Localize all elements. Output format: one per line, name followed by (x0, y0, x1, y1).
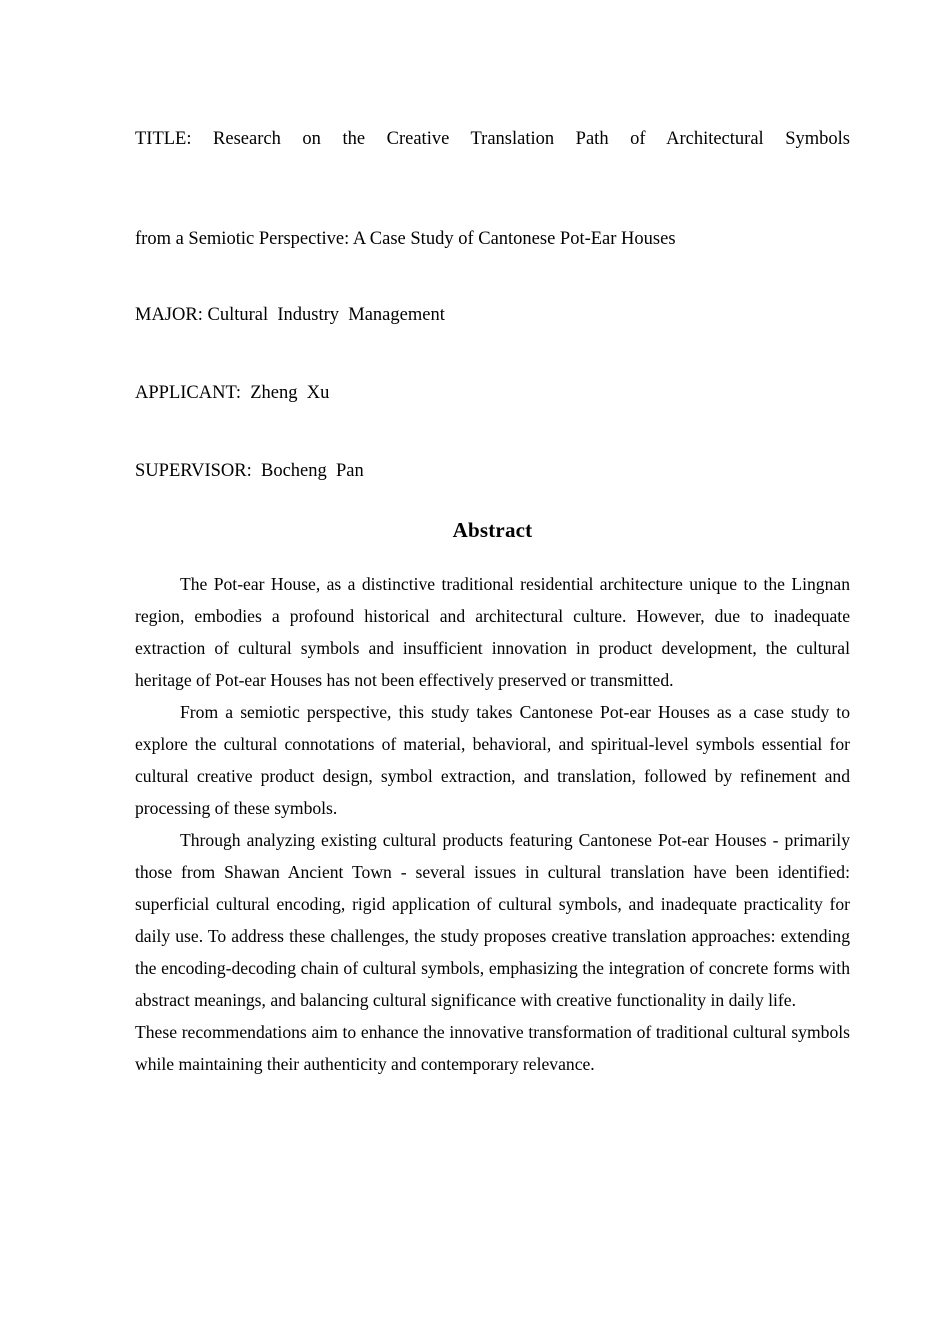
metadata-major: MAJOR: Cultural Industry Management (135, 305, 445, 325)
thesis-title-line-2: from a Semiotic Perspective: A Case Study of Cantonese Pot-Ear Houses (135, 229, 676, 249)
abstract-heading: Abstract (452, 518, 533, 542)
page-content (135, 0, 850, 1080)
abstract-body (135, 543, 850, 1080)
thesis-title-block (135, 0, 850, 251)
metadata-applicant: APPLICANT: Zheng Xu (135, 383, 330, 403)
abstract-paragraph-2: From a semiotic perspective, this study takes Cantonese Pot-ear Houses as a case study to explore the cultural connotations of material, behavioral, and spiritual-level symbols essential for cultural creative product design, symbol extraction, and translation, followed by refinement and processing of these symbols. (135, 702, 850, 818)
abstract-paragraph-4: These recommendations aim to enhance the innovative transformation of traditional cultural symbols while maintaining their authenticity and contemporary relevance. (135, 1022, 850, 1074)
thesis-title-line-1: TITLE: Research on the Creative Translation Path of Architectural Symbols (135, 129, 850, 149)
thesis-metadata-list (135, 251, 850, 483)
abstract-paragraph-1: The Pot-ear House, as a distinctive traditional residential architecture unique to the Lingnan region, embodies a profound historical and architectural culture. However, due to inadequate extraction of cultural symbols and insufficient innovation in product development, the cultural heritage of Pot-ear Houses has not been effectively preserved or transmitted. (135, 574, 850, 690)
abstract-paragraph-3: Through analyzing existing cultural products featuring Cantonese Pot-ear Houses - primarily those from Shawan Ancient Town - several issues in cultural translation have been identified: superficial cultural encoding, rigid application of cultural symbols, and inadequate practicality for daily use. To address these challenges, the study proposes creative translation approaches: extending the encoding-decoding chain of cultural symbols, emphasizing the integration of concrete forms with abstract meanings, and balancing cultural significance with creative functionality in daily life. (135, 830, 850, 1010)
metadata-supervisor: SUPERVISOR: Bocheng Pan (135, 461, 364, 481)
